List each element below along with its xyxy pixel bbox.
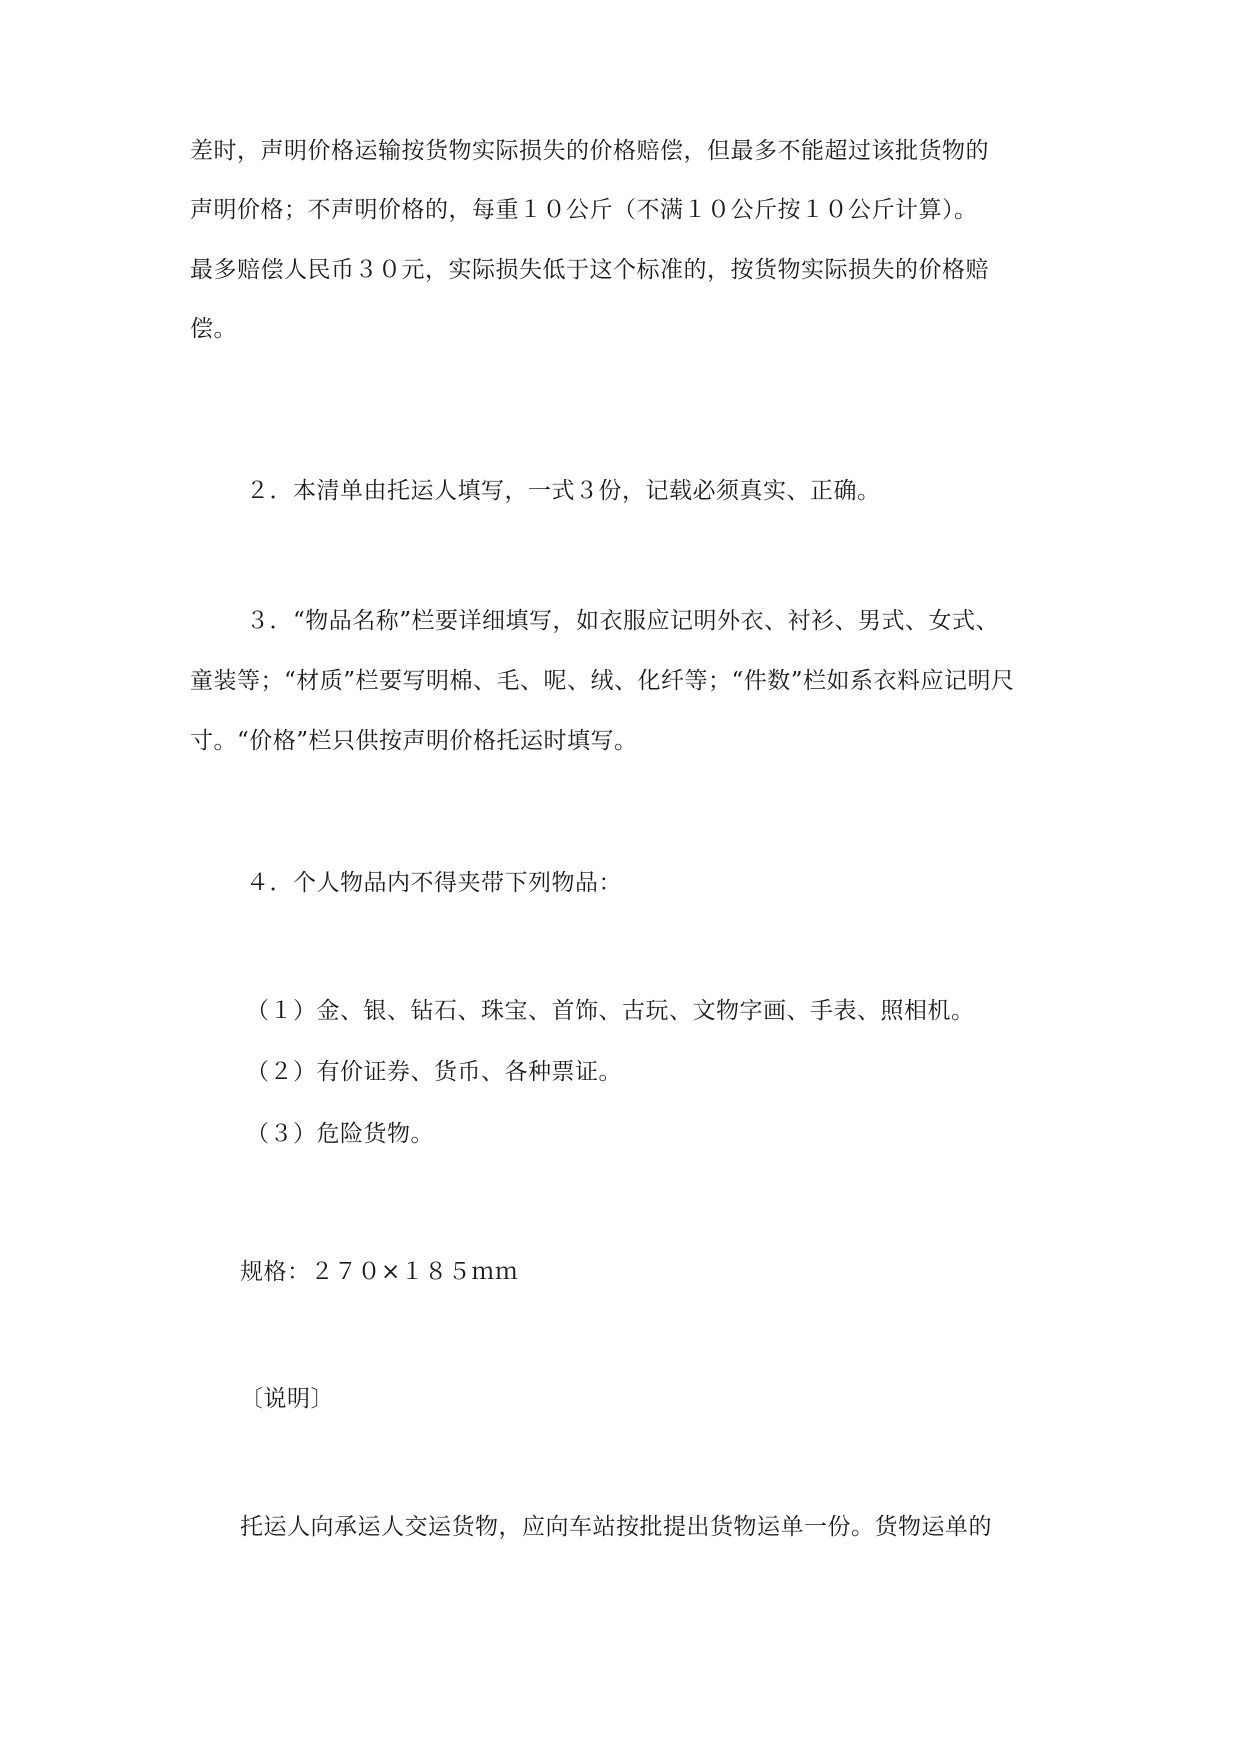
prohibited-item-1: （１）金、银、钻石、珠宝、首饰、古玩、文物字画、手表、照相机。 (246, 998, 975, 1024)
note-body: 托运人向承运人交运货物，应向车站按批提出货物运单一份。货物运单的 (240, 1514, 992, 1540)
clause-1-line-3: 最多赔偿人民币３０元，实际损失低于这个标准的，按货物实际损失的价格赔 (190, 257, 989, 283)
prohibited-item-2: （２）有价证券、货币、各种票证。 (246, 1059, 622, 1085)
clause-1-line-4: 偿。 (190, 316, 237, 342)
clause-3-line-1: ３．“物品名称”栏要详细填写，如衣服应记明外衣、衬衫、男式、女式、 (246, 608, 1000, 634)
clause-2: ２．本清单由托运人填写，一式３份，记载必须真实、正确。 (246, 478, 881, 504)
spec-line: 规格：２７０×１８５ｍｍ (240, 1259, 519, 1285)
note-heading: 〔说明〕 (240, 1386, 334, 1412)
clause-1-line-2: 声明价格；不声明价格的，每重１０公斤（不满１０公斤按１０公斤计算）。 (190, 197, 978, 223)
clause-3-line-3: 寸。“价格”栏只供按声明价格托运时填写。 (190, 728, 638, 754)
clause-4: ４．个人物品内不得夹带下列物品： (246, 870, 622, 896)
clause-1-line-1: 差时，声明价格运输按货物实际损失的价格赔偿，但最多不能超过该批货物的 (190, 138, 989, 164)
clause-3-line-2: 童装等；“材质”栏要写明棉、毛、呢、绒、化纤等；“件数”栏如系衣料应记明尺 (190, 668, 1015, 694)
prohibited-item-3: （３）危险货物。 (246, 1121, 434, 1147)
